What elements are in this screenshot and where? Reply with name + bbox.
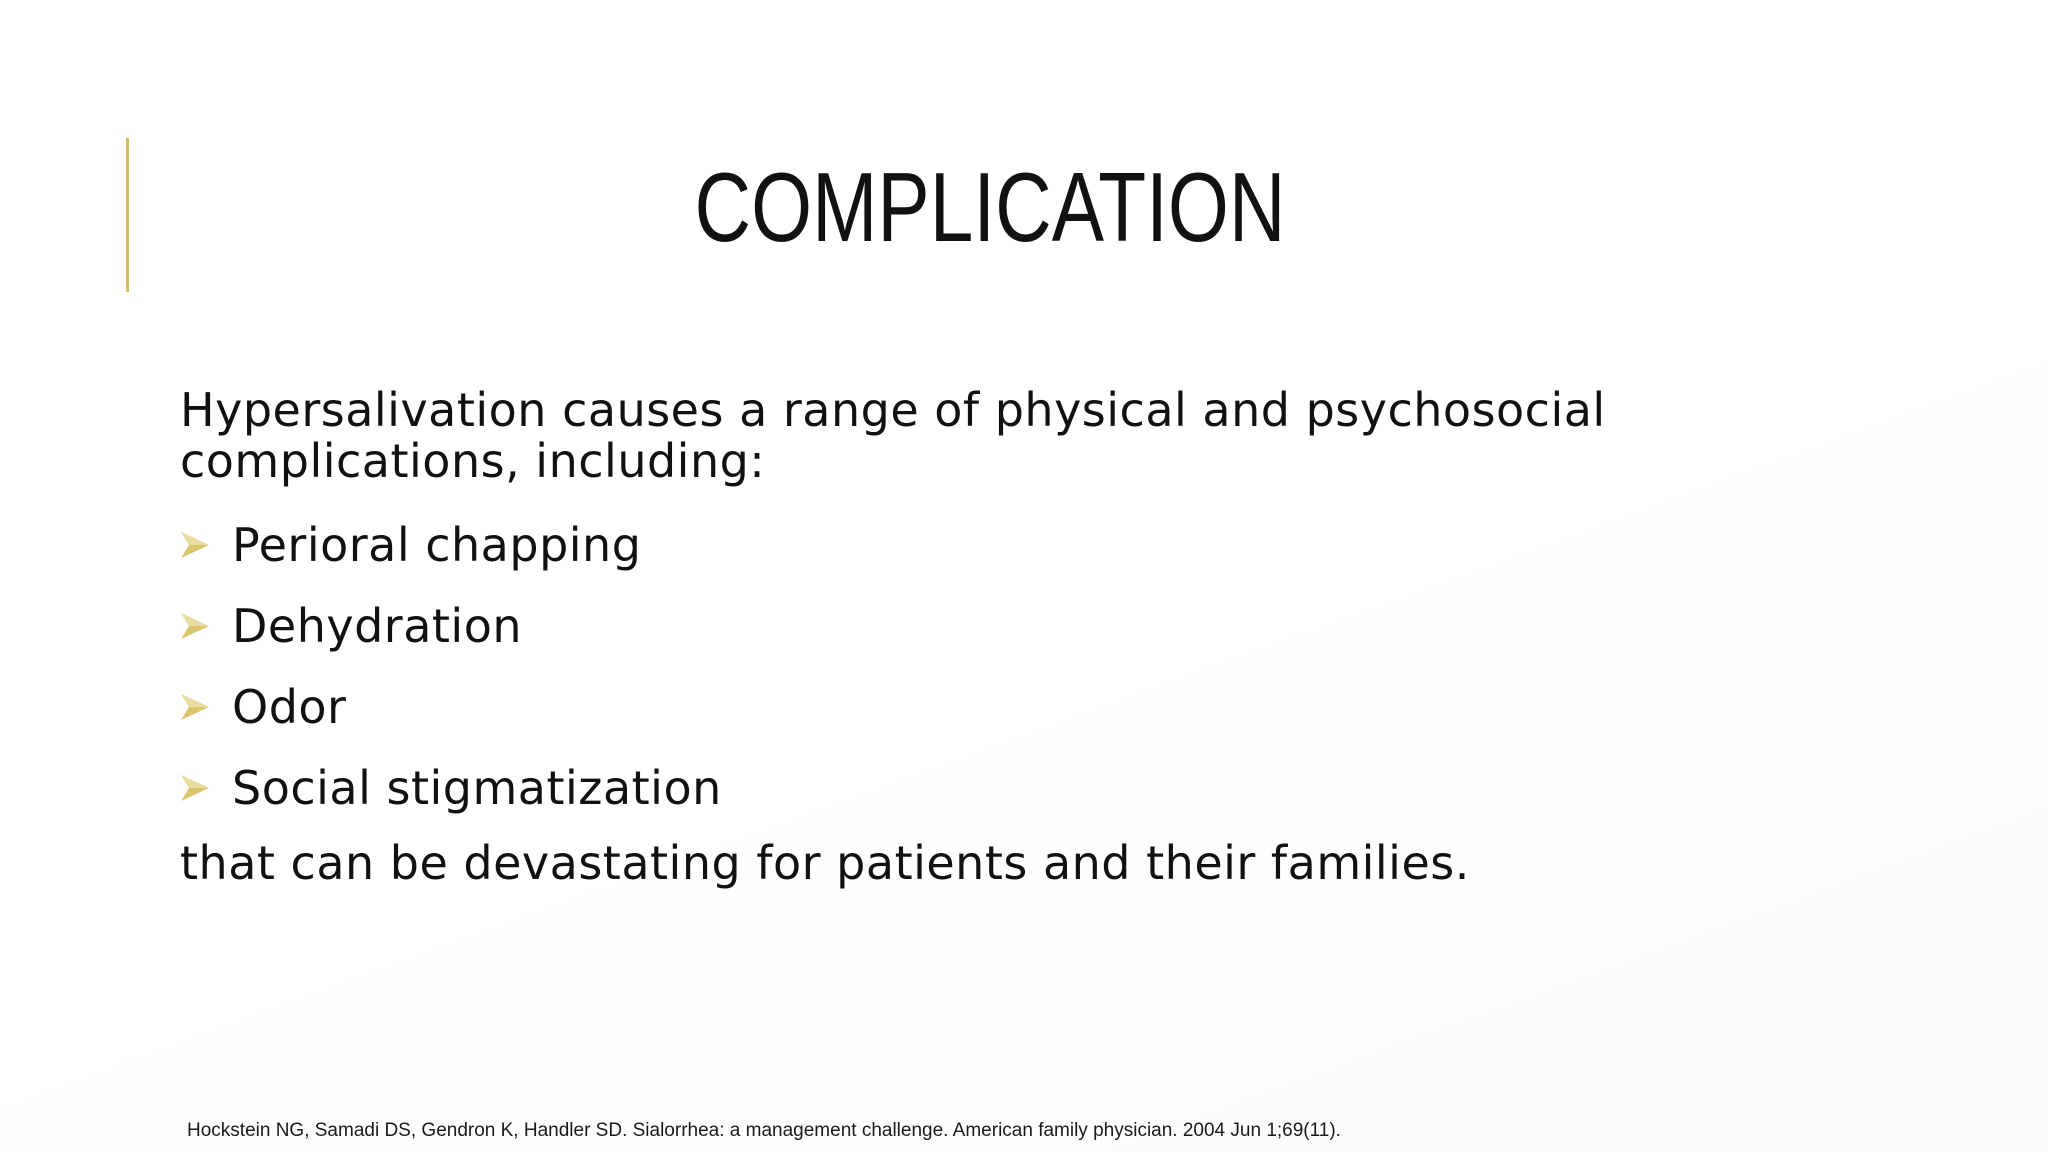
list-item-label: Odor xyxy=(232,679,347,734)
list-item xyxy=(180,747,1740,828)
list-item xyxy=(180,504,1740,585)
arrowhead-bullet-icon xyxy=(180,774,232,802)
list-item-label: Perioral chapping xyxy=(232,517,642,572)
list-item xyxy=(180,666,1740,747)
list-item-label: Social stigmatization xyxy=(232,760,722,815)
list-item xyxy=(180,585,1740,666)
slide-title: COMPLICATION xyxy=(694,152,1286,262)
complications-list xyxy=(180,504,1740,828)
intro-text: Hypersalivation causes a range of physical and psychosocial complications, including: xyxy=(180,383,1606,488)
arrowhead-bullet-icon xyxy=(180,531,232,559)
list-item-label: Dehydration xyxy=(232,598,523,653)
citation: Hockstein NG, Samadi DS, Gendron K, Handler SD. Sialorrhea: a management challenge. American family physician. 2004 Jun 1;69(11). xyxy=(187,1120,1341,1141)
arrowhead-bullet-icon xyxy=(180,693,232,721)
title-accent-bar xyxy=(126,138,129,292)
slide-body xyxy=(180,385,1740,894)
arrowhead-bullet-icon xyxy=(180,612,232,640)
outro-text: that can be devastating for patients and their families. xyxy=(180,836,1470,890)
